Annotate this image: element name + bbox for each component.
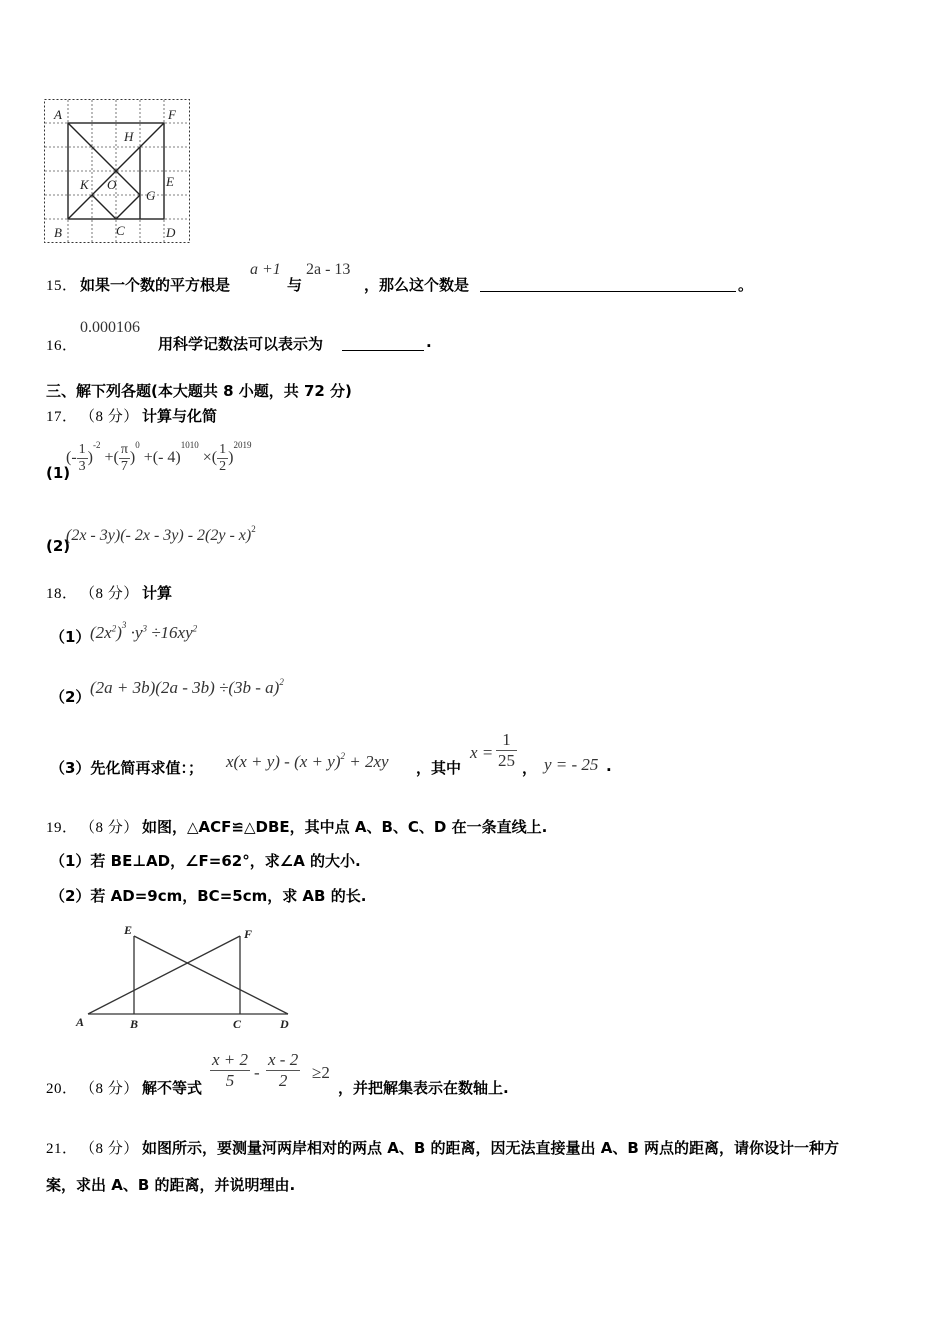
q17-part1-expression: (- $\frac{1}{3}$ )$^{-2}$ +( $\frac{\pi}{7}$ )$^0$ +(- 4)$^{1010}$ ×( $\frac{1}{2}$ )$^{2019}$ bbox=[66, 440, 252, 474]
q17-number: 17． bbox=[46, 409, 78, 425]
q17-score: （8 分） bbox=[80, 409, 139, 425]
q19-line-1: 如图，△ACF≌△DBE，其中点 A、B、C、D 在一条直线上. bbox=[142, 818, 548, 836]
q21-line-2: 案，求出 A、B 的距离，并说明理由. bbox=[46, 1176, 296, 1194]
q17-part1-label: (1) bbox=[46, 464, 71, 482]
q16-value: 0.000106 bbox=[80, 319, 140, 336]
q20-score: （8 分） bbox=[80, 1081, 139, 1097]
q20-fraction-1: $\frac{x + 2}{5}$ bbox=[212, 1050, 249, 1090]
q16-answer-blank[interactable] bbox=[342, 333, 424, 351]
q15-expr-2: 2a - 13 bbox=[306, 261, 351, 278]
q18-part3-x-fraction: $\frac{1}{25}$ bbox=[498, 730, 515, 770]
q20-minus: - bbox=[254, 1063, 260, 1082]
q15-text-3: ，那么这个数是 bbox=[364, 276, 470, 294]
q15-answer-blank[interactable] bbox=[480, 274, 736, 292]
q15-text-4: 。 bbox=[738, 276, 754, 294]
fig-label-F: F bbox=[244, 927, 253, 941]
q18-part3-where: ，其中 bbox=[416, 759, 462, 777]
q18-part1-label: （1） bbox=[50, 628, 91, 646]
q18-part3-x: x = bbox=[470, 743, 494, 762]
q18-part3-y: y = - 25 bbox=[544, 755, 599, 774]
q19-line-2: （1）若 BE⊥AD，∠F=62°，求∠A 的大小. bbox=[50, 852, 361, 870]
q18-score: （8 分） bbox=[80, 586, 139, 602]
label-O: O bbox=[107, 177, 117, 192]
q19-line-3: （2）若 AD=9cm，BC=5cm，求 AB 的长. bbox=[50, 887, 367, 905]
q20-text-2: ，并把解集表示在数轴上. bbox=[338, 1079, 509, 1097]
q16-number: 16． bbox=[46, 338, 78, 354]
label-B: B bbox=[54, 225, 62, 240]
q18-part3-sep: ， bbox=[522, 759, 538, 777]
q18-part3-end: . bbox=[606, 757, 612, 775]
q17-part2-expression: (2x - 3y)(- 2x - 3y) - 2(2y - x)$^2$ bbox=[66, 524, 256, 544]
fig-label-E: E bbox=[124, 923, 133, 937]
label-A: A bbox=[54, 107, 62, 122]
q20-text-1: 解不等式 bbox=[142, 1079, 203, 1097]
q18-title: 计算 bbox=[142, 584, 173, 602]
fig-label-B: B bbox=[130, 1017, 139, 1031]
q15-number: 15． bbox=[46, 278, 78, 294]
q16-text-1: 用科学记数法可以表示为 bbox=[158, 335, 324, 353]
q20-fraction-2: $\frac{x - 2}{2}$ bbox=[268, 1050, 299, 1090]
label-C: C bbox=[116, 223, 125, 238]
q18-part3-label: （3）先化简再求值：； bbox=[50, 759, 203, 777]
section-3-heading: 三、解下列各题(本大题共 8 小题，共 72 分) bbox=[46, 382, 352, 400]
label-G: G bbox=[146, 188, 156, 203]
q18-part3-expression: $x(x + y) - (x + y)^2 + 2xy$ bbox=[226, 751, 389, 771]
q18-part1-expression: $(2x^2)^3 \cdot y^3 \div 16xy^2$ bbox=[90, 620, 198, 642]
q21-number: 21． bbox=[46, 1141, 78, 1157]
fig-label-D: D bbox=[280, 1017, 289, 1031]
fig-label-A: A bbox=[76, 1015, 85, 1029]
label-D: D bbox=[166, 225, 176, 240]
q18-part2-label: （2） bbox=[50, 688, 91, 706]
q20-geq: ≥2 bbox=[312, 1063, 330, 1082]
label-E: E bbox=[166, 174, 174, 189]
grid-square-figure bbox=[44, 99, 192, 245]
q18-part2-expression: (2a + 3b)(2a - 3b) ÷(3b - a)$^2$ bbox=[90, 677, 284, 697]
q15-expr-1: a +1 bbox=[250, 261, 281, 278]
q15-text-1: 如果一个数的平方根是 bbox=[80, 276, 231, 294]
q20-number: 20． bbox=[46, 1081, 78, 1097]
fig-label-C: C bbox=[233, 1017, 242, 1031]
label-F: F bbox=[168, 107, 176, 122]
label-H: H bbox=[124, 129, 134, 144]
q19-score: （8 分） bbox=[80, 820, 139, 836]
q15-text-2: 与 bbox=[287, 276, 303, 294]
q21-line-1: 如图所示，要测量河两岸相对的两点 A、B 的距离，因无法直接量出 A、B 两点的距离，请你设计一种方 bbox=[142, 1139, 839, 1157]
label-K: K bbox=[80, 177, 89, 192]
q21-score: （8 分） bbox=[80, 1141, 139, 1157]
q19-number: 19． bbox=[46, 820, 78, 836]
q17-title: 计算与化简 bbox=[142, 407, 218, 425]
q17-part2-label: (2) bbox=[46, 537, 71, 555]
triangles-figure bbox=[70, 922, 300, 1032]
q16-text-2: . bbox=[426, 333, 432, 351]
q18-number: 18． bbox=[46, 586, 78, 602]
